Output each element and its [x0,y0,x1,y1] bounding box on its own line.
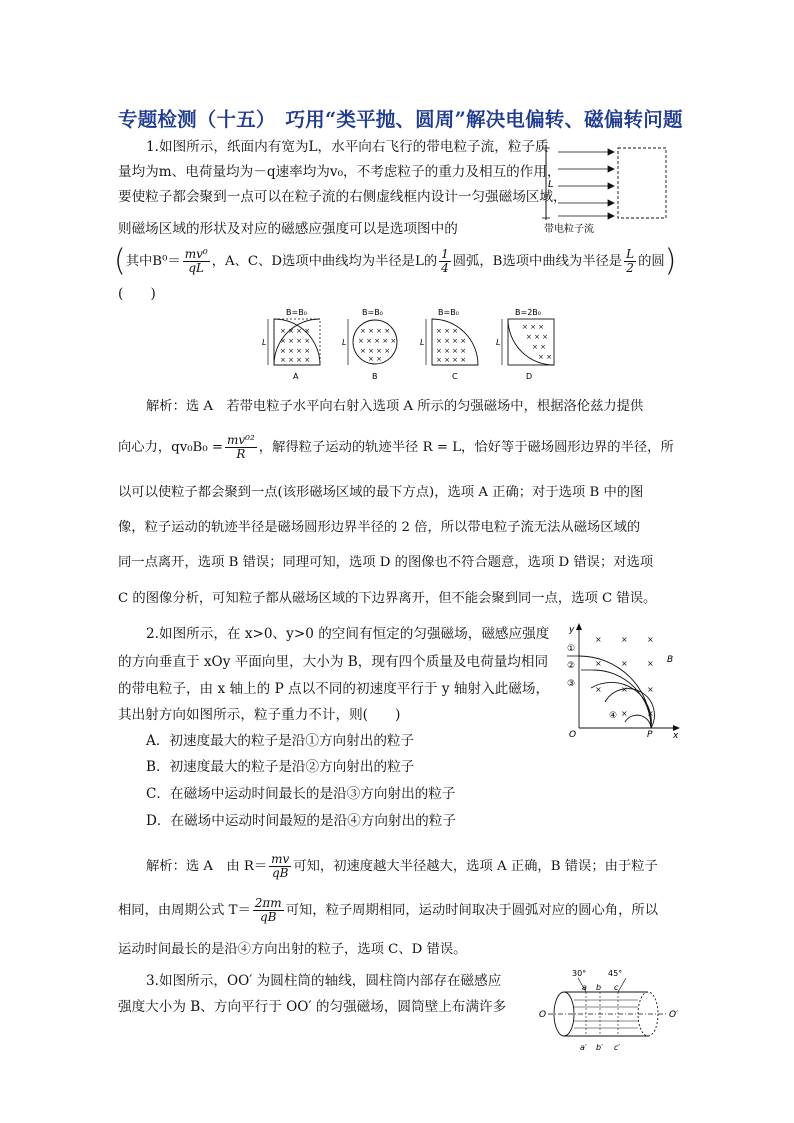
option-c-figure [420,308,478,381]
option-b-figure [342,308,397,381]
fraction-mv2-r [225,434,257,461]
fraction-den: qB [259,910,277,924]
option-c-field: B=B₀ [438,308,459,317]
option-c-letter: C [452,372,458,381]
fraction-den: R [236,447,246,461]
svg-text:×: × [647,709,654,718]
page-title: 专题检测（十五） 巧用“类平抛、圆周”解决电偏转、磁偏转问题 [118,108,683,131]
point-b-label: b [596,983,602,992]
fraction-num: mv⁰ [184,247,208,261]
fraction-den: 2 [626,261,634,275]
q2-analysis-2a: 相同，由周期公式 T＝ [118,903,251,918]
trajectory-3-label: ③ [567,679,576,689]
q2-line-4: 其出射方向如图所示，粒子重力不计，则( ) [118,707,401,723]
svg-text:× × ×: × × × [522,323,545,331]
svg-text:× ×: × × [368,355,382,363]
fraction-num: 2πm [254,896,282,910]
angle-30-label: 30° [572,969,587,978]
q1-options-figure [260,305,560,385]
point-b-prime-label: b′ [596,1043,603,1052]
q2-analysis-3: 运动时间最长的是沿④方向出射的粒子，选项 C、D 错误。 [118,942,467,957]
point-a-label: a [582,983,587,992]
q2-option-c: C．在磁场中运动时间最长的是沿③方向射出的粒子 [146,786,456,802]
q2-option-d: D．在磁场中运动时间最短的是沿④方向射出的粒子 [146,813,456,829]
q1-analysis-5: 同一点离开，选项 B 错误；同理可知，选项 D 的图像也不符合题意，选项 D 错误；对选项 [118,555,654,570]
svg-text:× × × ×: × × × × [436,356,467,364]
q2-option-a: A．初速度最大的粒子是沿①方向射出的粒子 [146,733,415,749]
q2-analysis-1b: 可知，初速度越大半径越大，选项 A 正确，B 错误；由于粒子 [293,859,658,874]
fraction-b0 [183,248,210,275]
fraction-den: qL [188,261,205,275]
point-p-label: P [647,730,653,738]
svg-text:×: × [595,635,602,644]
fraction-mv-qb [269,853,291,880]
svg-text:× ×: × × [532,343,546,351]
q1-note [114,243,677,279]
option-b-field: B=B₀ [362,308,383,317]
option-d-letter: D [526,372,533,381]
fraction-den: qB [271,866,289,880]
left-paren: ( [114,243,126,279]
svg-text:× × × × ×: × × × × × [358,337,397,345]
svg-text:× × × ×: × × × × [436,347,467,355]
q2-analysis-2 [118,897,658,924]
fraction-half [624,248,636,275]
svg-text:× × × ×: × × × × [280,327,311,335]
svg-text:× × × ×: × × × × [280,337,311,345]
svg-text:× × ×: × × × [526,333,549,341]
q1-stream-figure [540,140,670,235]
option-c-side: L [420,338,425,347]
fraction-2pim-qb [253,897,284,924]
q3-line-2: 强度大小为 B、方向平行于 OO′ 的匀强磁场，圆筒壁上布满许多 [118,999,507,1015]
q2-analysis-1a: 解析：选 A 由 R＝ [146,859,268,874]
option-b-letter: B [372,372,378,381]
svg-text:×: × [621,635,628,644]
trajectory-1-label: ① [567,644,576,654]
option-d-figure [496,308,554,381]
svg-text:× × × ×: × × × × [360,327,391,335]
svg-text:× × × ×: × × × × [360,347,391,355]
fraction-num: 1 [441,247,449,261]
svg-text:×: × [647,685,654,694]
origin-label: O [569,730,577,738]
svg-text:× × ×: × × × [436,327,459,335]
svg-text:× × × ×: × × × × [436,337,467,345]
q2-analysis-1 [146,853,658,880]
q1-analysis-2 [118,434,674,461]
q3-figure [538,966,683,1056]
q1-answer-blank: ( ) [118,286,156,302]
q1-analysis-3: 以可以使粒子都会聚到一点(该形磁场区域的最下方点)，选项 A 正确；对于选项 B 中的图 [118,485,644,500]
svg-text:×: × [595,659,602,668]
option-b-side: L [342,338,347,347]
option-a-field: B=B₀ [286,308,307,317]
svg-text:×: × [647,659,654,668]
q2-line-2: 的方向垂直于 xOy 平面向里，大小为 B，现有四个质量及电荷量均相同 [118,654,549,670]
option-a-side: L [262,338,267,347]
q2-line-1: 2.如图所示，在 x>0、y>0 的空间有恒定的匀强磁场，磁感应强度 [146,626,550,642]
axis-o-prime-label: O′ [669,1010,679,1020]
svg-text:×: × [621,659,628,668]
q2-analysis-2b: 可知，粒子周期相同，运动时间取决于圆弧对应的圆心角，所以 [285,903,658,918]
point-c-label: c [614,983,619,992]
figure-label-L: L [548,179,554,190]
svg-text:×: × [595,685,602,694]
figure-caption: 带电粒子流 [544,224,594,235]
q2-option-b: B．初速度最大的粒子是沿②方向射出的粒子 [146,759,415,775]
q2-line-3: 的带电粒子，由 x 轴上的 P 点以不同的初速度平行于 y 轴射入此磁场， [118,681,550,697]
option-d-field: B=2B₀ [515,308,541,317]
option-a-figure [262,308,320,381]
fraction-num: mv [271,852,290,866]
q1-note-d: 的圆 [638,254,665,269]
axis-o-label: O [539,1010,547,1020]
q1-note-a: 其中B⁰＝ [125,254,181,269]
right-paren: ) [664,243,677,279]
q3-line-1: 3.如图所示，OO′ 为圆柱筒的轴线，圆柱筒内部存在磁感应 [146,973,502,989]
svg-text:× ×: × × [538,353,552,361]
option-d-side: L [496,338,501,347]
q1-note-c: 圆弧，B选项中曲线为半径是 [452,254,623,269]
svg-text:×: × [647,635,654,644]
q1-note-b: ，A、C、D选项中曲线均为半径是L的 [211,254,438,269]
trajectory-2-label: ② [567,661,576,671]
angle-45-label: 45° [608,969,623,978]
fraction-num: L [626,247,635,261]
svg-text:× × × ×: × × × × [280,356,311,364]
q1-line-2: 量均为m、电荷量均为－q速率均为v₀，不考虑粒子的重力及相互的作用， [118,164,561,180]
trajectory-4-label: ④ [609,711,618,721]
svg-text:×: × [621,709,628,718]
q1-analysis-2a: 向心力，qv₀B₀ = [118,440,224,455]
fraction-num: mv⁰² [227,433,255,447]
field-b-label: B [667,655,674,665]
q1-analysis-6: C 的图像分析，可知粒子都从磁场区域的下边界离开，但不能会聚到同一点，选项 C 错误。 [118,591,657,606]
q1-line-3: 要使粒子都会聚到一点可以在粒子流的右侧虚线框内设计一匀强磁场区域， [118,189,567,205]
fraction-den: 4 [441,261,449,275]
axis-x-label: x [673,731,679,738]
point-a-prime-label: a′ [580,1043,587,1052]
q1-analysis-1: 解析：选 A 若带电粒子水平向右射入选项 A 所示的匀强磁场中，根据洛伦兹力提供 [146,399,644,414]
q1-line-1: 1.如图所示，纸面内有宽为L，水平向右飞行的带电粒子流，粒子质 [146,139,549,155]
svg-text:× × × ×: × × × × [280,347,311,355]
q1-analysis-2b: ，解得粒子运动的轨迹半径 R = L，恰好等于磁场圆形边界的半径，所 [258,440,674,455]
axis-y-label: y [569,625,575,635]
option-a-letter: A [293,372,299,381]
point-c-prime-label: c′ [614,1043,621,1052]
svg-text:×: × [621,685,628,694]
q1-line-4: 则磁场区域的形状及对应的磁感应强度可以是选项图中的 [118,221,458,237]
q1-analysis-4: 像，粒子运动的轨迹半径是磁场圆形边界半径的 2 倍，所以带电粒子流无法从磁场区域的 [118,520,641,535]
q2-figure [565,620,685,738]
fraction-quarter [439,248,451,275]
